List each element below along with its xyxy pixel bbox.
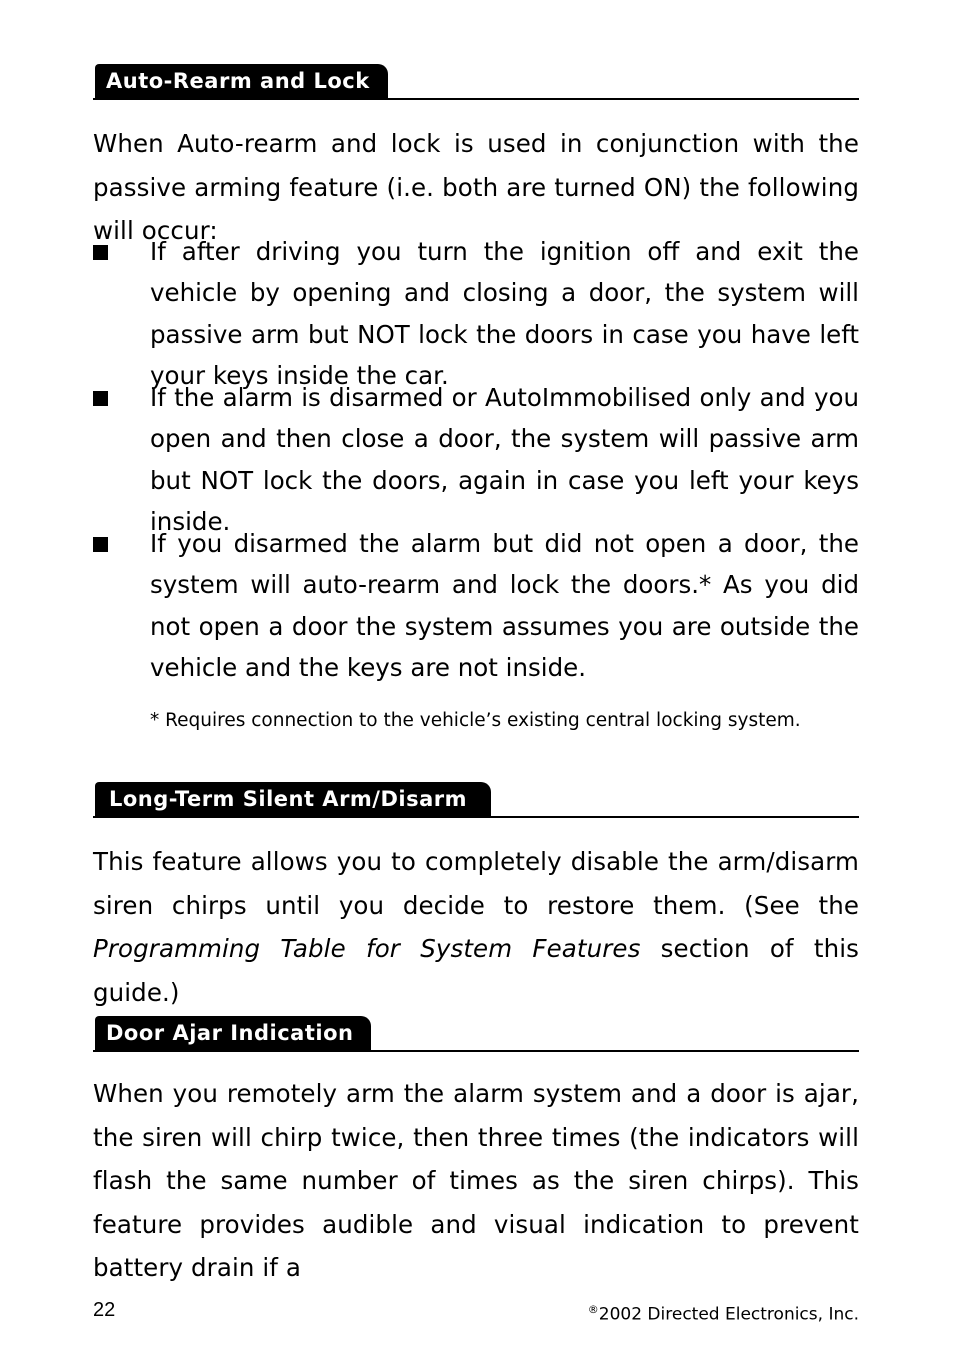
copyright-notice [588,1297,859,1328]
bullet-text: If the alarm is disarmed or AutoImmobilised only and you open and then close a door, the system will passive arm but NOT lock the doors, again in case you left your keys inside. [150,383,859,536]
page-number: 22 [93,1299,116,1321]
silent-arm-text-end: section of this guide.) [93,934,859,1007]
footnote: * Requires connection to the vehicle’s existing central locking system. [150,710,801,731]
section-header-door-ajar [93,1016,859,1052]
auto-rearm-intro: When Auto-rearm and lock is used in conjunction with the passive arming feature (i.e. both are turned ON) the following will occur: [93,129,859,245]
copyright-text: 2002 Directed Electronics, Inc. [598,1304,859,1325]
section-title-silent-arm: Long-Term Silent Arm/Disarm [95,782,491,816]
square-bullet-icon [93,245,108,260]
section-title-auto-rearm: Auto-Rearm and Lock [95,64,388,98]
registered-mark: ® [587,1303,599,1316]
section-header-auto-rearm [93,64,859,100]
bullet-text: If after driving you turn the ignition off and exit the vehicle by opening and closing a door, the system will passive arm but NOT lock the doors in case you have left your keys inside the car. [150,237,859,390]
silent-arm-text [93,840,859,1014]
programming-table-reference: Programming Table for System Features [93,934,641,963]
section-header-silent-arm [93,782,859,818]
section-title-door-ajar: Door Ajar Indication [95,1016,371,1050]
square-bullet-icon [93,537,108,552]
square-bullet-icon [93,391,108,406]
silent-arm-text-start: This feature allows you to completely disable the arm/disarm siren chirps until you decide to restore them. (See the [93,847,859,920]
door-ajar-text: When you remotely arm the alarm system and a door is ajar, the siren will chirp twice, then three times (the indicators will flash the same number of times as the siren chirps). This feature provides audible and visual indication to prevent battery drain if a [93,1079,859,1282]
bullet-text: If you disarmed the alarm but did not open a door, the system will auto-rearm and lock the doors.* As you did not open a door the system assumes you are outside the vehicle and the keys are not inside. [150,529,859,682]
